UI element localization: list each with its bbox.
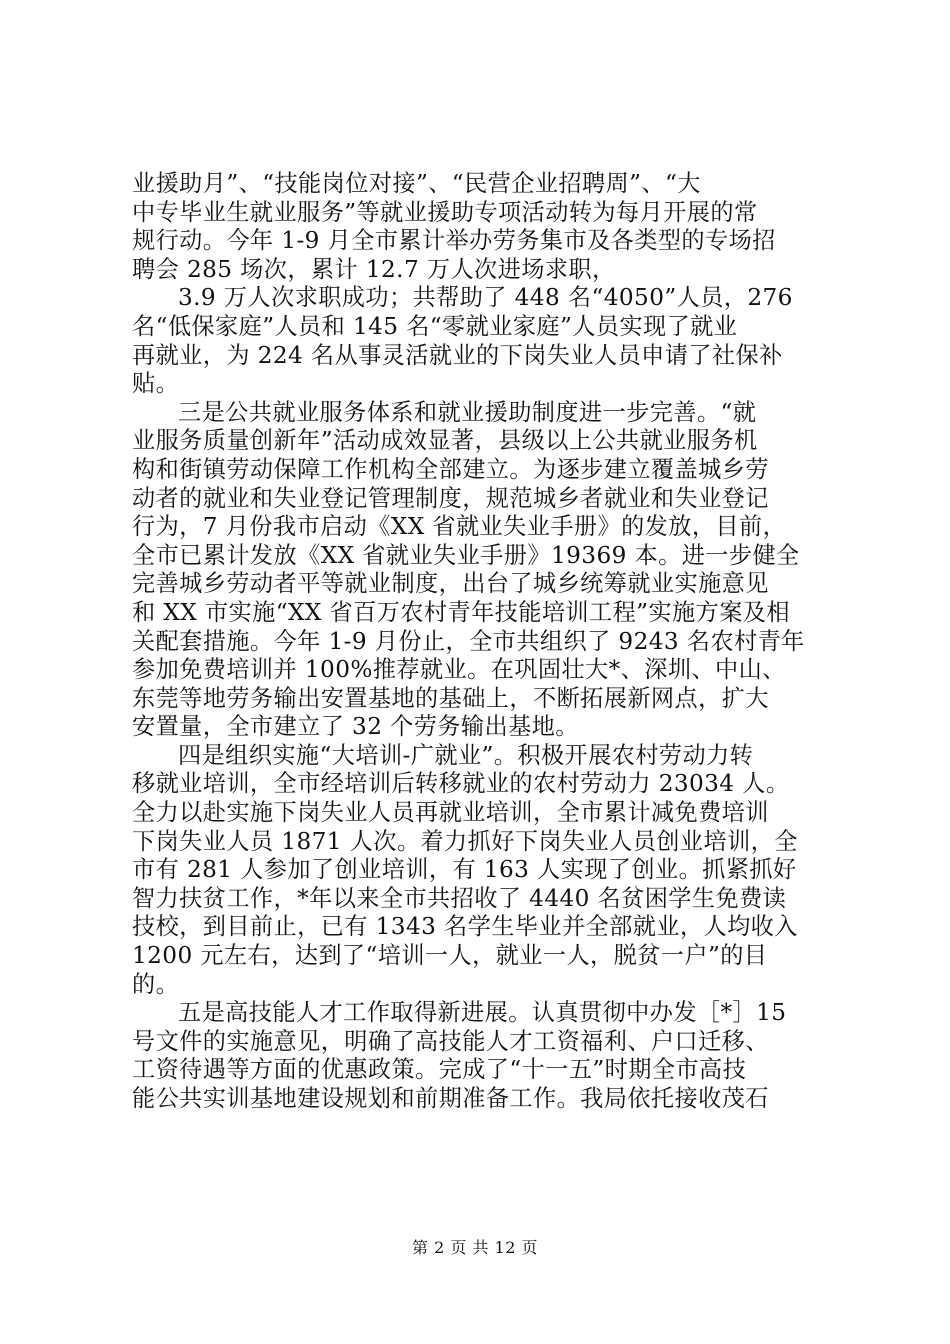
text-line: 完善城乡劳动者平等就业制度，出台了城乡统筹就业实施意见 [132, 570, 769, 598]
text-line: 市有 281 人参加了创业培训，有 163 人实现了创业。抓紧抓好 [132, 856, 797, 884]
text-line: 智力扶贫工作，*年以来全市共招收了 4440 名贫困学生免费读 [132, 884, 787, 912]
text-line: 中专毕业生就业服务”等就业援助专项活动转为每月开展的常 [132, 198, 758, 226]
text-line: 的。 [132, 970, 180, 998]
text-line: 参加免费培训并 100%推荐就业。在巩固壮大*、深圳、中山、 [132, 656, 786, 684]
text-line: 四是组织实施“大培训-广就业”。积极开展农村劳动力转 [178, 741, 754, 769]
text-line: 全市已累计发放《XX 省就业失业手册》19369 本。进一步健全 [132, 541, 800, 569]
text-line: 移就业培训，全市经培训后转移就业的农村劳动力 23034 人。 [132, 770, 790, 798]
text-line: 规行动。今年 1-9 月全市累计举办劳务集市及各类型的专场招 [132, 227, 776, 255]
text-line: 贴。 [132, 370, 180, 398]
text-line: 1200 元左右，达到了“培训一人，就业一人，脱贫一户”的目 [132, 942, 768, 970]
document-body [132, 170, 842, 1114]
text-line: 下岗失业人员 1871 人次。着力抓好下岗失业人员创业培训，全 [132, 827, 798, 855]
text-line: 全力以赴实施下岗失业人员再就业培训，全市累计减免费培训 [132, 799, 769, 827]
page-footer: 第 2 页 共 12 页 [412, 1238, 538, 1257]
text-line: 和 XX 市实施“XX 省百万农村青年技能培训工程”实施方案及相 [132, 598, 790, 626]
text-line: 动者的就业和失业登记管理制度，规范城乡者就业和失业登记 [132, 484, 769, 512]
text-line: 名“低保家庭”人员和 145 名“零就业家庭”人员实现了就业 [132, 312, 738, 340]
text-line: 能公共实训基地建设规划和前期准备工作。我局依托接收茂石 [132, 1085, 769, 1112]
text-line: 关配套措施。今年 1-9 月份止，全市共组织了 9243 名农村青年 [132, 627, 805, 655]
text-line: 再就业，为 224 名从事灵活就业的下岗失业人员申请了社保补 [132, 341, 783, 369]
text-line: 东莞等地劳务输出安置基地的基础上，不断拓展新网点，扩大 [132, 684, 769, 712]
text-line: 工资待遇等方面的优惠政策。完成了“十一五”时期全市高技 [132, 1056, 747, 1084]
text-line: 技校，到目前止，已有 1343 名学生毕业并全部就业，人均收入 [132, 913, 798, 941]
text-line: 业援助月”、“技能岗位对接”、“民营企业招聘周”、“大 [132, 170, 701, 197]
text-line: 三是公共就业服务体系和就业援助制度进一步完善。“就 [178, 398, 757, 426]
text-line: 业服务质量创新年”活动成效显著，县级以上公共就业服务机 [132, 427, 758, 455]
text-line: 号文件的实施意见，明确了高技能人才工资福利、户口迁移、 [132, 1027, 769, 1055]
text-line: 行为，7 月份我市启动《XX 省就业失业手册》的发放，目前， [132, 513, 787, 541]
text-line: 安置量，全市建立了 32 个劳务输出基地。 [132, 713, 579, 741]
text-line: 五是高技能人才工作取得新进展。认真贯彻中办发［*］15 [178, 999, 787, 1027]
text-line: 聘会 285 场次，累计 12.7 万人次进场求职， [132, 255, 616, 283]
text-line: 构和街镇劳动保障工作机构全部建立。为逐步建立覆盖城乡劳 [132, 455, 769, 483]
text-line: 3.9 万人次求职成功；共帮助了 448 名“4050”人员，276 [178, 284, 793, 312]
